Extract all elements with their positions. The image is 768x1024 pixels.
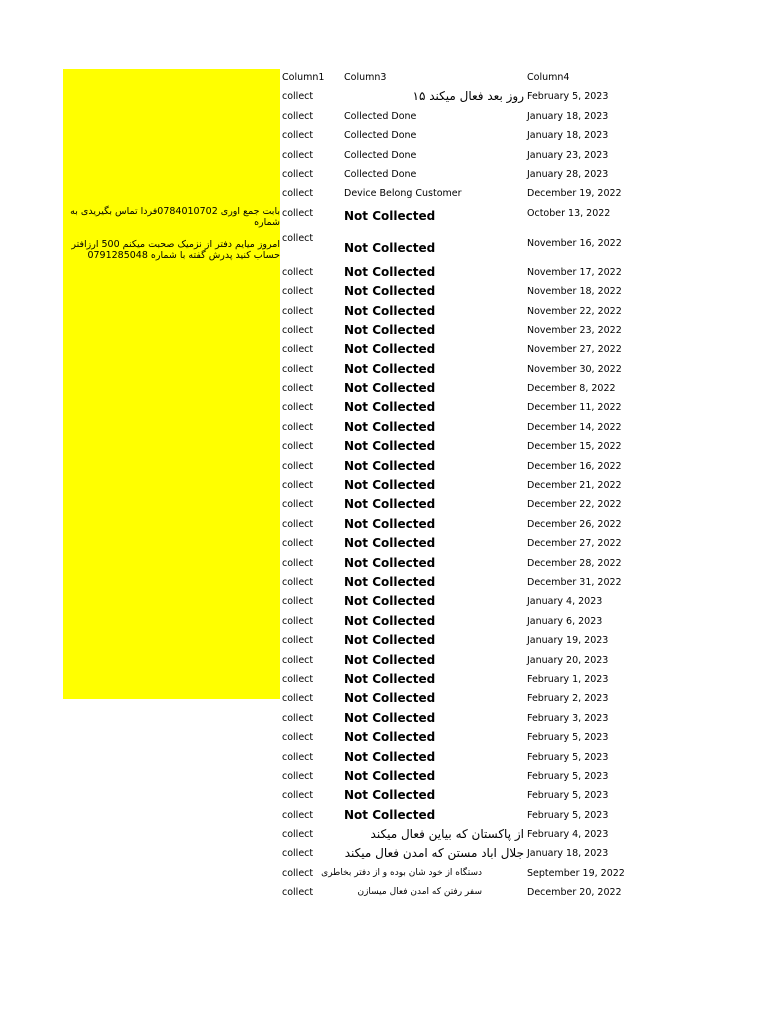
cell-column3: Not Collected <box>344 652 436 667</box>
cell-column3: جلال اباد مستن که امدن فعال میکند <box>344 846 524 861</box>
table-row <box>282 651 742 670</box>
cell-column1: collect <box>282 712 314 724</box>
cell-column4: February 5, 2023 <box>527 809 609 821</box>
table-row <box>282 282 742 301</box>
table-row <box>282 165 742 184</box>
cell-column1: collect <box>282 635 314 647</box>
cell-column4: February 4, 2023 <box>527 829 609 841</box>
cell-column1: collect <box>282 673 314 685</box>
table-row <box>282 184 742 203</box>
cell-column4: January 23, 2023 <box>527 149 609 161</box>
cell-column4: December 20, 2022 <box>527 887 622 899</box>
cell-column1: collect <box>282 790 314 802</box>
cell-column3: سفر رفتن که امدن فعال میسازن <box>357 887 482 898</box>
cell-column3: Not Collected <box>344 613 436 628</box>
header-column3: Column3 <box>344 72 387 83</box>
cell-column3: Not Collected <box>344 284 436 299</box>
cell-column3: Not Collected <box>344 458 436 473</box>
cell-column1: collect <box>282 130 314 142</box>
cell-column4: December 21, 2022 <box>527 480 622 492</box>
cell-column3: Not Collected <box>344 768 436 783</box>
table-row <box>282 844 742 863</box>
cell-column1: collect <box>282 867 314 879</box>
cell-column3: Collected Done <box>344 149 417 161</box>
cell-column1: collect <box>282 751 314 763</box>
cell-column3: Not Collected <box>344 633 436 648</box>
cell-column3: Not Collected <box>344 730 436 745</box>
table-row <box>282 515 742 534</box>
cell-column1: collect <box>282 188 314 200</box>
cell-column1: collect <box>282 576 314 588</box>
cell-column3: Collected Done <box>344 130 417 142</box>
cell-column1: collect <box>282 421 314 433</box>
note-text-1: بابت جمع اوری 0784010702فردا تماس بگیریدی به شماره <box>70 206 280 228</box>
table-row <box>282 728 742 747</box>
cell-column3: Not Collected <box>344 208 436 223</box>
table-row <box>282 554 742 573</box>
table-row <box>282 495 742 514</box>
table-row <box>282 825 742 844</box>
cell-column4: November 17, 2022 <box>527 266 622 278</box>
cell-column4: February 5, 2023 <box>527 732 609 744</box>
cell-column3: Not Collected <box>344 671 436 686</box>
cell-column3: Not Collected <box>344 536 436 551</box>
cell-column4: November 27, 2022 <box>527 344 622 356</box>
table-row <box>282 748 742 767</box>
cell-column1: collect <box>282 848 314 860</box>
cell-column4: December 31, 2022 <box>527 576 622 588</box>
table-row <box>282 204 742 229</box>
cell-column4: December 28, 2022 <box>527 557 622 569</box>
cell-column3: Not Collected <box>344 555 436 570</box>
table-row <box>282 670 742 689</box>
cell-column3: Not Collected <box>344 749 436 764</box>
cell-column1: collect <box>282 110 314 122</box>
table-row <box>282 379 742 398</box>
spreadsheet-table <box>282 68 742 903</box>
cell-column4: November 22, 2022 <box>527 305 622 317</box>
table-row <box>282 612 742 631</box>
cell-column4: December 14, 2022 <box>527 421 622 433</box>
cell-column1: collect <box>282 615 314 627</box>
cell-column4: January 4, 2023 <box>527 596 603 608</box>
cell-column4: January 18, 2023 <box>527 110 609 122</box>
header-row <box>282 68 742 87</box>
cell-column4: January 28, 2023 <box>527 168 609 180</box>
cell-column1: collect <box>282 499 314 511</box>
cell-column3: Not Collected <box>344 788 436 803</box>
cell-column3: دستگاه از خود شان بوده و از دفتر بخاطری <box>321 867 482 878</box>
cell-column1: collect <box>282 596 314 608</box>
cell-column1: collect <box>282 91 314 103</box>
cell-column4: February 5, 2023 <box>527 790 609 802</box>
table-row <box>282 806 742 825</box>
table-row <box>282 592 742 611</box>
yellow-note-block <box>63 69 280 699</box>
cell-column1: collect <box>282 441 314 453</box>
table-row <box>282 87 742 106</box>
table-row <box>282 534 742 553</box>
table-row <box>282 437 742 456</box>
cell-column1: collect <box>282 557 314 569</box>
table-row <box>282 321 742 340</box>
table-row <box>282 398 742 417</box>
cell-column4: December 8, 2022 <box>527 383 616 395</box>
cell-column3: از پاکستان که بیاین فعال میکند <box>370 827 524 842</box>
table-row <box>282 360 742 379</box>
cell-column3: Not Collected <box>344 497 436 512</box>
table-row <box>282 786 742 805</box>
cell-column3: Not Collected <box>344 691 436 706</box>
cell-column1: collect <box>282 887 314 899</box>
cell-column1: collect <box>282 829 314 841</box>
table-row <box>282 302 742 321</box>
cell-column1: collect <box>282 732 314 744</box>
cell-column4: November 30, 2022 <box>527 363 622 375</box>
cell-column3: Not Collected <box>344 419 436 434</box>
table-row <box>282 689 742 708</box>
cell-column1: collect <box>282 344 314 356</box>
cell-column3: Not Collected <box>344 516 436 531</box>
cell-column3: Not Collected <box>344 400 436 415</box>
cell-column4: January 18, 2023 <box>527 130 609 142</box>
cell-column4: November 23, 2022 <box>527 324 622 336</box>
cell-column3: Not Collected <box>344 478 436 493</box>
table-row <box>282 864 742 883</box>
cell-column3: Not Collected <box>344 594 436 609</box>
table-row <box>282 573 742 592</box>
cell-column3: Not Collected <box>344 240 436 255</box>
header-column4: Column4 <box>527 72 570 83</box>
cell-column4: January 19, 2023 <box>527 635 609 647</box>
cell-column1: collect <box>282 654 314 666</box>
cell-column1: collect <box>282 286 314 298</box>
cell-column4: February 2, 2023 <box>527 693 609 705</box>
cell-column4: January 6, 2023 <box>527 615 603 627</box>
cell-column1: collect <box>282 232 314 244</box>
cell-column4: December 22, 2022 <box>527 499 622 511</box>
table-row <box>282 229 742 263</box>
cell-column1: collect <box>282 207 314 219</box>
cell-column3: Collected Done <box>344 110 417 122</box>
cell-column4: December 26, 2022 <box>527 518 622 530</box>
table-row <box>282 107 742 126</box>
cell-column1: collect <box>282 305 314 317</box>
cell-column1: collect <box>282 538 314 550</box>
cell-column4: February 3, 2023 <box>527 712 609 724</box>
cell-column4: December 27, 2022 <box>527 538 622 550</box>
cell-column4: December 11, 2022 <box>527 402 622 414</box>
cell-column3: Not Collected <box>344 381 436 396</box>
table-row <box>282 709 742 728</box>
cell-column3: Not Collected <box>344 361 436 376</box>
cell-column1: collect <box>282 460 314 472</box>
cell-column3: Not Collected <box>344 264 436 279</box>
table-row <box>282 767 742 786</box>
cell-column4: December 15, 2022 <box>527 441 622 453</box>
cell-column1: collect <box>282 693 314 705</box>
cell-column4: January 20, 2023 <box>527 654 609 666</box>
cell-column1: collect <box>282 383 314 395</box>
cell-column3: Not Collected <box>344 322 436 337</box>
cell-column1: collect <box>282 770 314 782</box>
cell-column3: Not Collected <box>344 574 436 589</box>
cell-column1: collect <box>282 363 314 375</box>
table-row <box>282 457 742 476</box>
cell-column1: collect <box>282 266 314 278</box>
cell-column1: collect <box>282 809 314 821</box>
table-row <box>282 126 742 145</box>
cell-column3: Not Collected <box>344 342 436 357</box>
cell-column3: Not Collected <box>344 303 436 318</box>
table-row <box>282 340 742 359</box>
cell-column3: Not Collected <box>344 807 436 822</box>
note-text-2: امروز میایم دفتر از نزمیک صحبت میکنم 500 ارزافتر حساب کنید پدرش گفته با شماره 0791285048 <box>71 239 280 261</box>
table-row <box>282 631 742 650</box>
cell-column3: Not Collected <box>344 710 436 725</box>
cell-column3: روز بعد فعال میکند ۱۵ <box>412 89 524 104</box>
cell-column1: collect <box>282 149 314 161</box>
cell-column4: February 5, 2023 <box>527 751 609 763</box>
cell-column3: Device Belong Customer <box>344 188 462 200</box>
cell-column3: Collected Done <box>344 168 417 180</box>
table-row <box>282 418 742 437</box>
cell-column4: January 18, 2023 <box>527 848 609 860</box>
cell-column4: November 18, 2022 <box>527 286 622 298</box>
cell-column4: December 19, 2022 <box>527 188 622 200</box>
table-row <box>282 146 742 165</box>
cell-column4: September 19, 2022 <box>527 867 625 879</box>
cell-column1: collect <box>282 168 314 180</box>
table-row <box>282 476 742 495</box>
cell-column4: February 5, 2023 <box>527 91 609 103</box>
cell-column1: collect <box>282 480 314 492</box>
cell-column1: collect <box>282 324 314 336</box>
cell-column4: October 13, 2022 <box>527 207 611 219</box>
cell-column3: Not Collected <box>344 439 436 454</box>
cell-column4: February 1, 2023 <box>527 673 609 685</box>
table-row <box>282 883 742 902</box>
cell-column1: collect <box>282 518 314 530</box>
cell-column1: collect <box>282 402 314 414</box>
cell-column4: November 16, 2022 <box>527 237 622 249</box>
cell-column4: February 5, 2023 <box>527 770 609 782</box>
header-column1: Column1 <box>282 72 325 83</box>
table-row <box>282 263 742 282</box>
cell-column4: December 16, 2022 <box>527 460 622 472</box>
